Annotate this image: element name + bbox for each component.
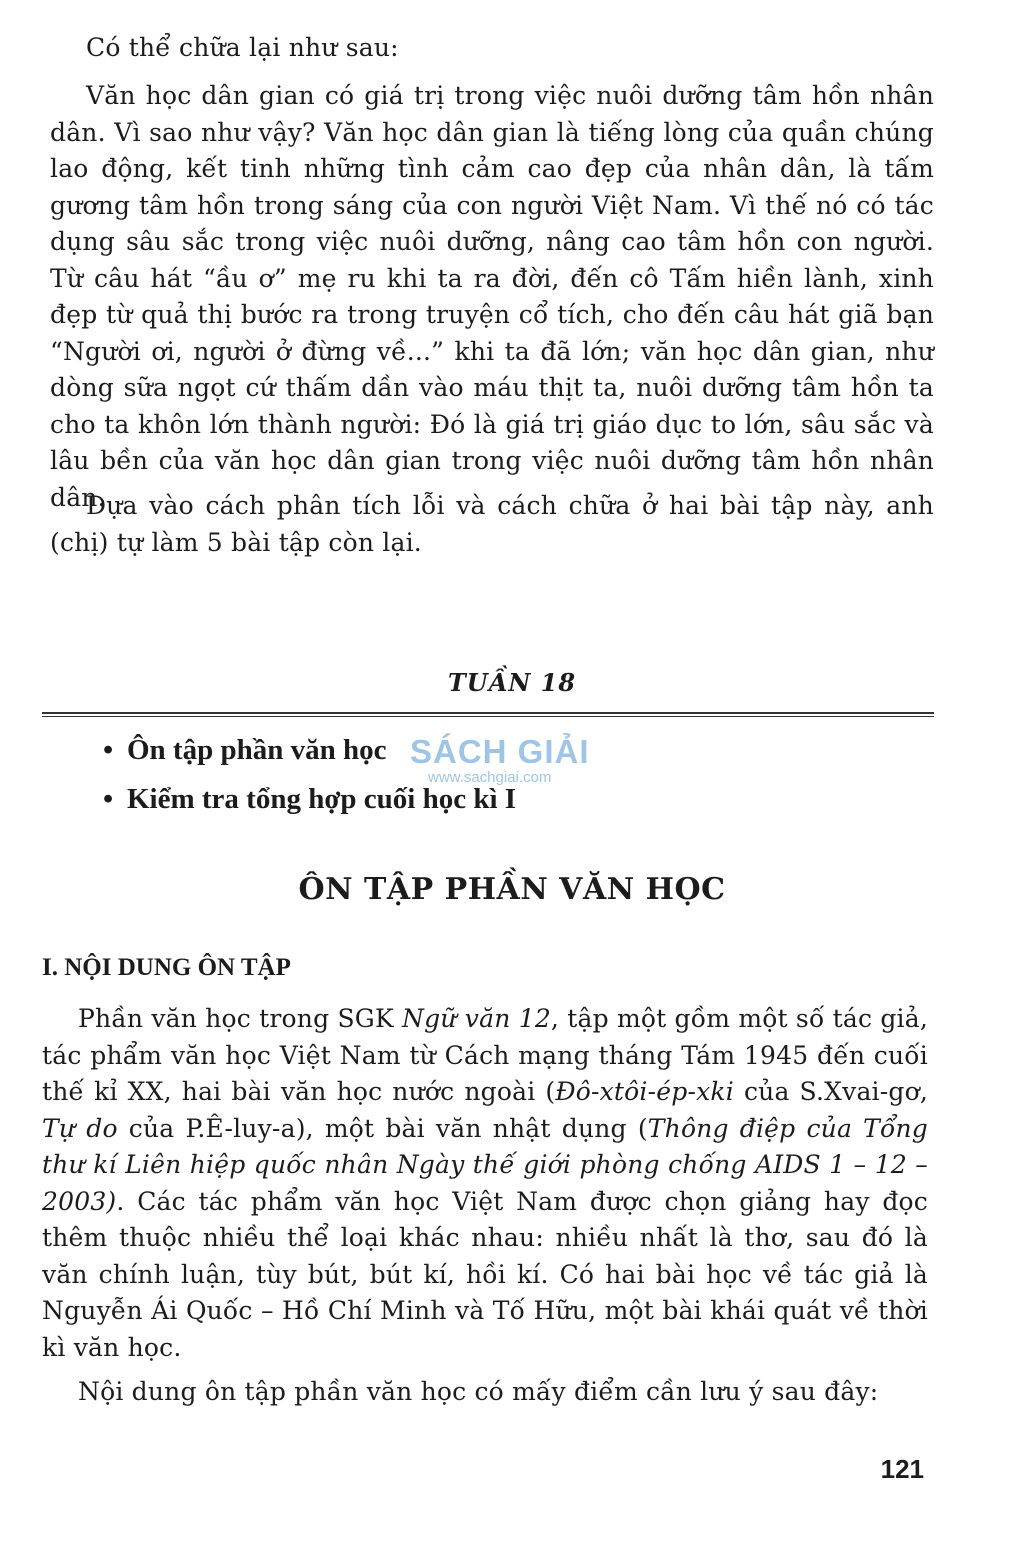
bullet-list: [103, 726, 516, 824]
bullet-item: • Kiểm tra tổng hợp cuối học kì I: [103, 783, 517, 815]
paragraph-corrected-essay: Văn học dân gian có giá trị trong việc nuôi dưỡng tâm hồn nhân dân. Vì sao như vậy? Văn học dân gian là tiếng lòng của quần chúng lao động, kết tinh những tình cảm cao đẹp của nhân dân, là tấm gương tâm hồn trong sáng của con người Việt Nam. Vì thế nó có tác dụng sâu sắc trong việc nuôi dưỡng, nâng cao tâm hồn con người. Từ câu hát “ầu ơ” mẹ ru khi ta ra đời, đến cô Tấm hiền lành, xinh đẹp từ quả thị bước ra trong truyện cổ tích, cho đến câu hát giã bạn “Người ơi, người ở đừng về...” khi ta đã lớn; văn học dân gian, như dòng sữa ngọt cứ thấm dần vào máu thịt ta, nuôi dưỡng tâm hồn ta cho ta khôn lớn thành người: Đó là giá trị giáo dục to lớn, sâu sắc và lâu bền của văn học dân gian trong việc nuôi dưỡng tâm hồn nhân dân.: [50, 81, 934, 512]
divider: [42, 712, 934, 717]
watermark-brand: SÁCH GIẢI: [410, 733, 590, 770]
section-title: ÔN TẬP PHẦN VĂN HỌC: [298, 872, 726, 907]
paragraph-notes-intro: Nội dung ôn tập phần văn học có mấy điểm cần lưu ý sau đây:: [78, 1377, 879, 1406]
paragraph-instruction: Dựa vào cách phân tích lỗi và cách chữa ở hai bài tập này, anh (chị) tự làm 5 bài tập còn lại.: [50, 491, 934, 557]
heading-content-review: I. NỘI DUNG ÔN TẬP: [42, 954, 291, 981]
paragraph-overview: Phần văn học trong SGK Ngữ văn 12, tập một gồm một số tác giả, tác phẩm văn học Việt Nam từ Cách mạng tháng Tám 1945 đến cuối thế kỉ XX, hai bài văn học nước ngoài (Đô-xtôi-ép-xki của S.Xvai-gơ, Tự do của P.Ê-luy-a), một bài văn nhật dụng (Thông điệp của Tổng thư kí Liên hiệp quốc nhân Ngày thế giới phòng chống AIDS 1 – 12 – 2003). Các tác phẩm văn học Việt Nam được chọn giảng hay đọc thêm thuộc nhiều thể loại khác nhau: nhiều nhất là thơ, sau đó là văn chính luận, tùy bút, bút kí, hồi kí. Có hai bài học về tác giả là Nguyễn Ái Quốc – Hồ Chí Minh và Tố Hữu, một bài khái quát về thời kì văn học.: [42, 1004, 929, 1362]
watermark-url: www.sachgiai.com: [428, 769, 552, 786]
bullet-item: • Ôn tập phần văn học: [103, 734, 387, 766]
week-title: TUẦN 18: [447, 668, 577, 697]
page-number: 121: [880, 1454, 924, 1484]
paragraph-intro: Có thể chữa lại như sau:: [86, 33, 399, 62]
